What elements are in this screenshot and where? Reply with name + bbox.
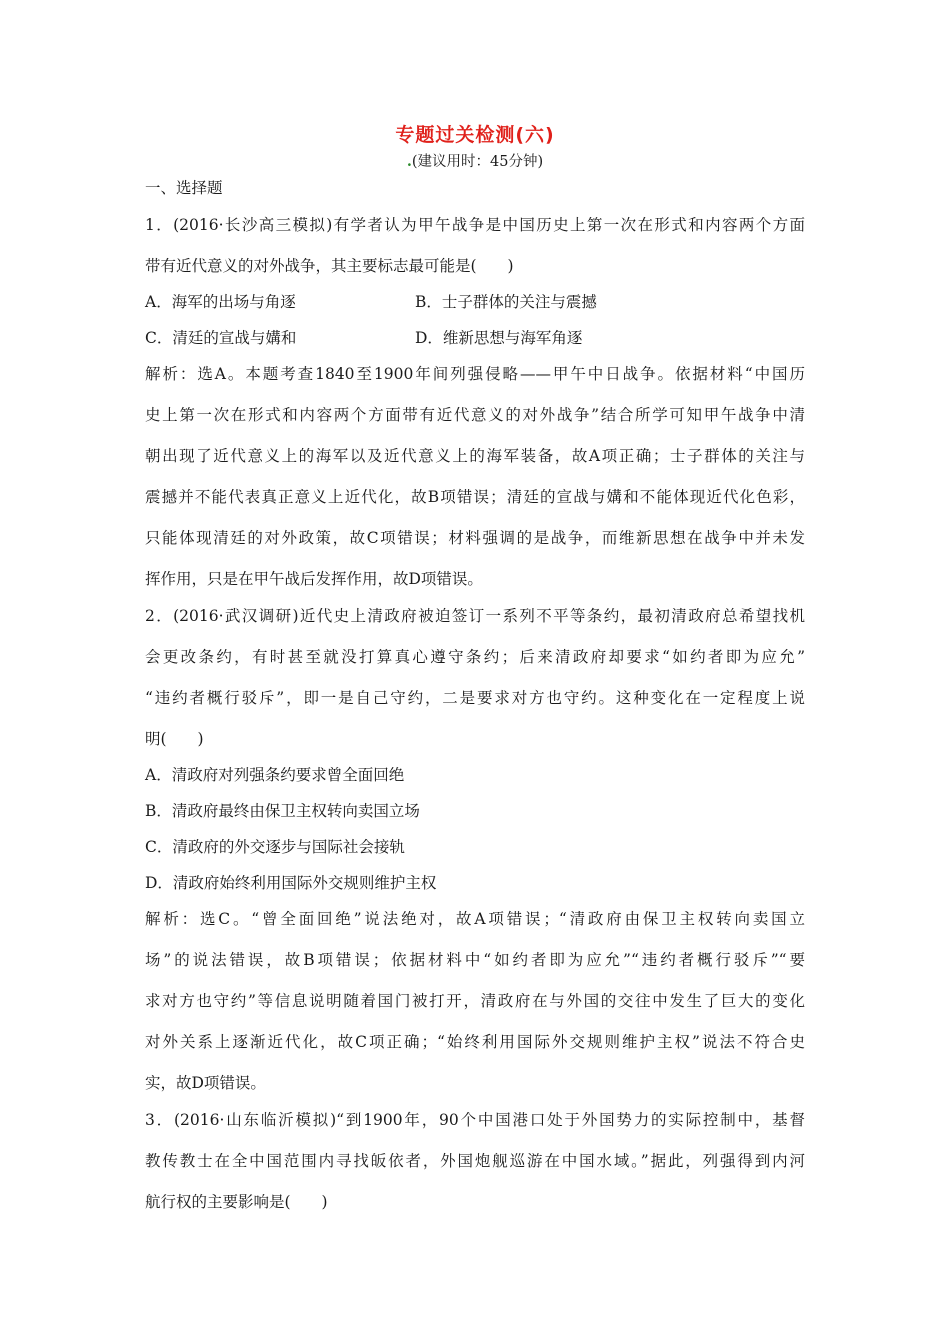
section-heading: 一、选择题 (145, 179, 223, 197)
q1-analysis-line: 只能体现清廷的对外政策，故C项错误；材料强调的是战争，而维新思想在战争中并未发 (145, 529, 805, 547)
q2-option-d: D．清政府始终利用国际外交规则维护主权 (145, 874, 437, 892)
q1-option-b: B．士子群体的关注与震撼 (415, 293, 597, 311)
q2-analysis-line: 对外关系上逐渐近代化，故C项正确；“始终利用国际外交规则维护主权”说法不符合史 (145, 1033, 805, 1051)
page-subtitle (0, 150, 950, 171)
q2-analysis-line: 解析：选C。“曾全面回绝”说法绝对，故A项错误；“清政府由保卫主权转向卖国立 (145, 910, 805, 928)
q1-analysis-line: 朝出现了近代意义上的海军以及近代意义上的海军装备，故A项正确；士子群体的关注与 (145, 447, 805, 465)
q1-options-row (145, 326, 583, 348)
page-title: 专题过关检测(六) (395, 124, 555, 146)
q1-stem-line: 带有近代意义的对外战争，其主要标志最可能是( ) (145, 257, 514, 275)
q1-analysis-line: 史上第一次在形式和内容两个方面带有近代意义的对外战争”结合所学可知甲午战争中清 (145, 406, 805, 424)
q2-option-a: A．清政府对列强条约要求曾全面回绝 (145, 766, 405, 784)
subtitle-dot: . (406, 153, 412, 170)
q3-stem-line: 3．(2016·山东临沂模拟)“到1900年，90个中国港口处于外国势力的实际控制中，基督 (145, 1111, 805, 1129)
q1-analysis-line: 解析：选A。本题考查1840至1900年间列强侵略——甲午中日战争。依据材料“中国历 (145, 365, 805, 383)
q1-analysis-line: 挥作用，只是在甲午战后发挥作用，故D项错误。 (145, 570, 483, 588)
q2-analysis-line: 求对方也守约”等信息说明随着国门被打开，清政府在与外国的交往中发生了巨大的变化 (145, 992, 805, 1010)
q3-stem-line: 航行权的主要影响是( ) (145, 1193, 328, 1211)
q1-analysis-line: 震撼并不能代表真正意义上近代化，故B项错误；清廷的宣战与媾和不能体现近代化色彩， (145, 488, 805, 506)
q1-stem-line: 1．(2016·长沙高三模拟)有学者认为甲午战争是中国历史上第一次在形式和内容两个方面 (145, 216, 805, 234)
q3-stem-line: 教传教士在全中国范围内寻找皈依者，外国炮舰巡游在中国水域。”据此，列强得到内河 (145, 1152, 805, 1170)
q2-stem-line: 2．(2016·武汉调研)近代史上清政府被迫签订一系列不平等条约，最初清政府总希望找机 (145, 607, 805, 625)
q2-option-b: B．清政府最终由保卫主权转向卖国立场 (145, 802, 420, 820)
q2-stem-line: 会更改条约，有时甚至就没打算真心遵守条约；后来清政府却要求“如约者即为应允” (145, 648, 805, 666)
q2-option-c: C．清政府的外交逐步与国际社会接轨 (145, 838, 405, 856)
q1-options-row (145, 290, 597, 312)
q1-option-c: C．清廷的宣战与媾和 (145, 329, 297, 347)
q2-stem-line: 明( ) (145, 730, 204, 748)
q2-analysis-line: 实，故D项错误。 (145, 1074, 266, 1092)
subtitle-text: (建议用时：45分钟) (411, 154, 544, 170)
q1-option-a: A．海军的出场与角逐 (145, 293, 296, 311)
q2-stem-line: “违约者概行驳斥”，即一是自己守约，二是要求对方也守约。这种变化在一定程度上说 (145, 689, 805, 707)
q1-option-d: D．维新思想与海军角逐 (415, 329, 583, 347)
q2-analysis-line: 场”的说法错误，故B项错误；依据材料中“如约者即为应允”“违约者概行驳斥”“要 (145, 951, 805, 969)
